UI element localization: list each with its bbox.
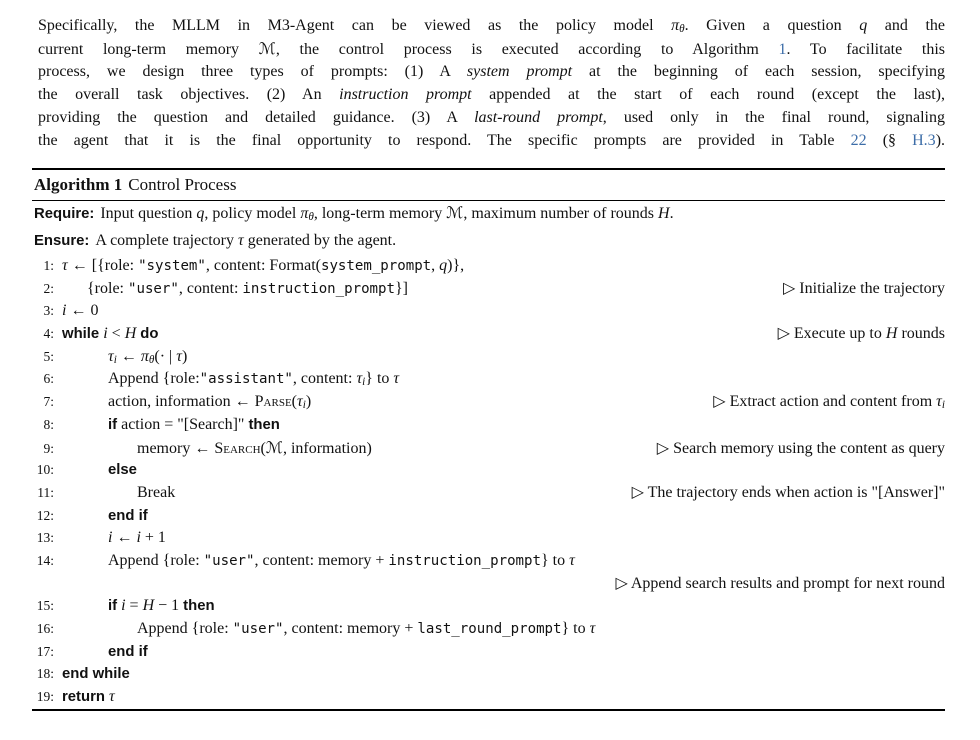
- require-body: [100, 205, 673, 222]
- ref-link[interactable]: H.3: [912, 132, 936, 149]
- text-segment: if: [108, 598, 118, 615]
- ensure-line: [32, 229, 945, 253]
- text-segment: τ: [589, 620, 596, 638]
- text-segment: i: [362, 376, 366, 389]
- text-segment: ℳ: [258, 39, 276, 58]
- text-segment: instruction_prompt: [242, 280, 395, 297]
- text-segment: ←: [112, 529, 137, 547]
- text-segment: providing the question and detailed guidance. (3) A: [38, 109, 475, 126]
- text-segment: ): [305, 393, 312, 411]
- algorithm-title-label: Algorithm 1: [34, 175, 123, 194]
- text-segment: } to: [561, 620, 590, 638]
- line-body: [137, 618, 595, 641]
- algorithm-line: [32, 459, 945, 482]
- text-segment: and the: [867, 17, 945, 34]
- text-segment: i: [62, 302, 67, 320]
- text-segment: i: [136, 529, 141, 547]
- text-segment: , content:: [292, 370, 357, 388]
- text-segment: then: [183, 598, 215, 615]
- algorithm-line: [32, 595, 945, 618]
- ref-link[interactable]: 22: [850, 132, 867, 149]
- text-segment: end if: [108, 507, 148, 524]
- paragraph-line: [38, 129, 945, 152]
- text-segment: action = "[Search]": [117, 415, 249, 433]
- text-segment: π: [671, 17, 680, 34]
- algorithm-body: [32, 255, 945, 709]
- text-segment: {role:: [87, 279, 128, 297]
- algorithm-line: [32, 482, 945, 505]
- text-segment: τ: [108, 688, 115, 706]
- algorithm-title: [32, 170, 945, 200]
- text-segment: Append {role:: [108, 551, 204, 569]
- text-segment: (: [291, 393, 297, 411]
- text-segment: θ: [308, 211, 314, 224]
- line-body: [62, 686, 115, 709]
- algorithm-line: [32, 346, 945, 369]
- text-segment: Input question: [100, 205, 197, 222]
- text-segment: "user": [128, 280, 179, 297]
- algorithm-line: [32, 368, 945, 391]
- text-segment: } to: [365, 370, 394, 388]
- text-segment: . Given a question: [684, 17, 860, 34]
- text-segment: (§: [866, 132, 913, 149]
- text-segment: Break: [137, 483, 176, 501]
- line-number: 13:: [36, 530, 54, 546]
- line-number: 12:: [36, 507, 54, 523]
- text-segment: ←: [116, 347, 141, 365]
- text-segment: ▷ Search memory using the content as query: [656, 439, 945, 457]
- text-segment: ▷ Append search results and prompt for next round: [615, 574, 945, 592]
- paragraph-line: [38, 37, 945, 60]
- text-segment: do: [140, 326, 159, 343]
- line-body: [108, 550, 575, 573]
- text-segment: τ: [569, 551, 575, 569]
- require-label: Require:: [34, 206, 95, 222]
- text-segment: , content:: [178, 279, 243, 297]
- text-segment: .: [669, 205, 674, 222]
- text-segment: =: [125, 597, 143, 615]
- text-segment: θ: [679, 23, 685, 36]
- text-segment: rounds: [897, 325, 945, 343]
- algorithm-line: [32, 414, 945, 437]
- line-body: [87, 278, 408, 301]
- intro-paragraph: [38, 14, 945, 152]
- text-segment: , long-term memory: [313, 205, 447, 222]
- line-number: 17:: [36, 643, 54, 659]
- text-segment: "user": [232, 621, 284, 638]
- text-segment: θ: [148, 353, 155, 366]
- text-segment: q: [196, 205, 205, 222]
- line-number: 8:: [43, 416, 54, 432]
- line-number: 19:: [36, 689, 54, 705]
- paragraph-line: [38, 60, 945, 83]
- line-number: 7:: [43, 394, 54, 410]
- line-number: 14:: [36, 552, 54, 568]
- text-segment: π: [300, 205, 309, 222]
- text-segment: process, we design three types of prompts: (1) A: [38, 63, 467, 80]
- line-number: 4:: [43, 326, 54, 342]
- text-segment: ℳ: [446, 203, 464, 222]
- text-segment: else: [108, 462, 137, 479]
- text-segment: ▷ Execute up to: [777, 325, 886, 343]
- text-segment: }]: [394, 279, 408, 297]
- text-segment: τ: [176, 347, 182, 365]
- line-body: [108, 505, 148, 528]
- text-segment: H: [885, 325, 898, 343]
- text-segment: the agent that it is the final opportunity to respond. The specific prompts are provided in Table: [38, 132, 851, 149]
- algorithm-title-text: Control Process: [128, 175, 237, 194]
- text-segment: end if: [108, 643, 148, 660]
- text-segment: } to: [540, 551, 570, 569]
- text-segment: Append {role:: [137, 620, 233, 638]
- text-segment: (: [260, 439, 266, 457]
- algorithm-line: [32, 550, 945, 573]
- text-segment: , used only in the final round, signaling: [602, 109, 945, 126]
- text-segment: , policy model: [204, 205, 301, 222]
- line-number: 1:: [43, 258, 54, 274]
- line-number: 5:: [43, 348, 54, 364]
- text-segment: τ: [62, 257, 68, 275]
- algorithm-line: [32, 663, 945, 686]
- line-body: [108, 459, 137, 482]
- text-segment: Append {role:: [108, 370, 200, 388]
- paragraph-line: [38, 106, 945, 129]
- text-segment: i: [108, 529, 113, 547]
- text-segment: action, information ←: [108, 393, 255, 411]
- algorithm-line: [32, 323, 945, 346]
- algorithm-line: [32, 391, 945, 414]
- text-segment: end while: [62, 666, 130, 683]
- text-segment: ← 0: [66, 302, 99, 320]
- line-number: 2:: [43, 280, 54, 296]
- text-segment: A complete trajectory: [95, 232, 238, 250]
- algorithm-bottom-rule: [32, 709, 945, 711]
- text-segment: ℳ: [265, 437, 283, 457]
- line-number: 16:: [36, 621, 54, 637]
- algorithm-line: [32, 437, 945, 460]
- algorithm-line: [32, 505, 945, 528]
- text-segment: appended at the start of each round (except the last),: [471, 86, 945, 103]
- line-comment: [699, 391, 945, 417]
- text-segment: τ: [393, 370, 400, 388]
- text-segment: H: [124, 325, 137, 343]
- text-segment: H: [142, 597, 155, 615]
- text-segment: , content: memory +: [283, 620, 418, 638]
- line-comment: [764, 323, 945, 346]
- paragraph-line: [38, 83, 945, 106]
- algorithm-line: [32, 618, 945, 641]
- ref-link[interactable]: 1: [778, 41, 787, 58]
- algorithm-line: [32, 300, 945, 323]
- ensure-body: [95, 232, 396, 249]
- line-number: 9:: [43, 440, 54, 456]
- text-segment: i: [941, 399, 945, 412]
- text-segment: "user": [203, 552, 255, 569]
- text-segment: while: [62, 326, 100, 343]
- line-body: [62, 323, 158, 346]
- algorithm-line: [32, 686, 945, 709]
- line-number: 6:: [43, 371, 54, 387]
- text-segment: generated by the agent.: [243, 232, 397, 250]
- text-segment: H: [658, 205, 670, 222]
- line-comment: [618, 482, 945, 505]
- text-segment: τ: [238, 232, 244, 250]
- algorithm-line: [32, 641, 945, 664]
- line-body: [137, 482, 175, 505]
- text-segment: Specifically, the MLLM in M3-Agent can be viewed as the policy model: [38, 17, 672, 34]
- text-segment: system_prompt: [320, 258, 432, 275]
- text-segment: , content: memory +: [254, 551, 389, 569]
- text-segment: if: [108, 416, 118, 433]
- text-segment: q: [859, 17, 868, 34]
- text-segment: , the control process is executed according to Algorithm: [275, 41, 779, 58]
- text-segment: last-round prompt: [474, 109, 603, 126]
- text-segment: ▷ Initialize the trajectory: [782, 279, 945, 297]
- algorithm-line: [32, 255, 945, 278]
- text-segment: , information): [282, 439, 372, 457]
- line-body: [108, 641, 148, 664]
- text-segment: . To facilitate this: [786, 41, 945, 58]
- text-segment: "system": [138, 258, 206, 275]
- text-segment: i: [121, 597, 126, 615]
- line-body: [62, 300, 98, 323]
- text-segment: i: [103, 325, 108, 343]
- text-segment: the overall task objectives. (2) An: [38, 86, 340, 103]
- algorithm-float: [32, 168, 945, 711]
- text-segment: ▷ Extract action and content from: [713, 393, 937, 411]
- text-segment: system prompt: [466, 63, 573, 80]
- line-number: 11:: [37, 484, 54, 500]
- text-segment: instruction prompt: [339, 86, 472, 103]
- text-segment: current long-term memory: [38, 41, 259, 58]
- text-segment: last_round_prompt: [417, 621, 562, 638]
- require-line: [32, 201, 945, 229]
- text-segment: (· |: [154, 347, 177, 365]
- line-number: 10:: [36, 462, 54, 478]
- line-body: [62, 255, 464, 278]
- text-segment: then: [248, 416, 280, 433]
- text-segment: τ: [297, 393, 303, 411]
- text-segment: , content: Format(: [205, 257, 321, 275]
- text-segment: return: [62, 689, 105, 706]
- text-segment: ▷ The trajectory ends when action is "[Answer]": [631, 483, 945, 501]
- text-segment: , maximum number of rounds: [463, 205, 659, 222]
- text-segment: memory ←: [137, 439, 215, 457]
- text-segment: ,: [431, 257, 440, 275]
- line-comment: [643, 438, 945, 461]
- line-comment: [769, 278, 945, 301]
- algorithm-line: [32, 527, 945, 550]
- text-segment: i: [302, 399, 306, 412]
- text-segment: π: [140, 347, 149, 365]
- line-comment: [601, 573, 945, 596]
- text-segment: Search: [214, 439, 261, 457]
- text-segment: τ: [936, 393, 942, 411]
- text-segment: <: [107, 325, 125, 343]
- line-number: 15:: [36, 598, 54, 614]
- line-body: [108, 527, 166, 550]
- paragraph-line: [38, 14, 945, 37]
- ensure-label: Ensure:: [34, 233, 90, 250]
- text-segment: Parse: [254, 393, 292, 411]
- text-segment: )},: [447, 257, 465, 275]
- text-segment: − 1: [154, 597, 184, 615]
- text-segment: ): [181, 347, 188, 365]
- line-number: 3:: [43, 303, 54, 319]
- line-body: [137, 437, 372, 461]
- algorithm-line: [32, 573, 945, 596]
- line-number: 18:: [36, 666, 54, 682]
- text-segment: "assistant": [199, 371, 293, 388]
- line-body: [62, 663, 130, 686]
- text-segment: at the beginning of each session, specifying: [572, 63, 945, 80]
- text-segment: q: [439, 257, 448, 275]
- text-segment: τ: [108, 347, 114, 365]
- text-segment: ).: [935, 132, 945, 149]
- text-segment: + 1: [140, 529, 166, 547]
- text-segment: ← [{role:: [67, 257, 139, 275]
- line-body: [108, 414, 280, 437]
- text-segment: i: [113, 353, 117, 366]
- text-segment: instruction_prompt: [388, 552, 541, 569]
- text-segment: τ: [356, 370, 363, 388]
- algorithm-line: [32, 278, 945, 301]
- line-body: [108, 595, 215, 618]
